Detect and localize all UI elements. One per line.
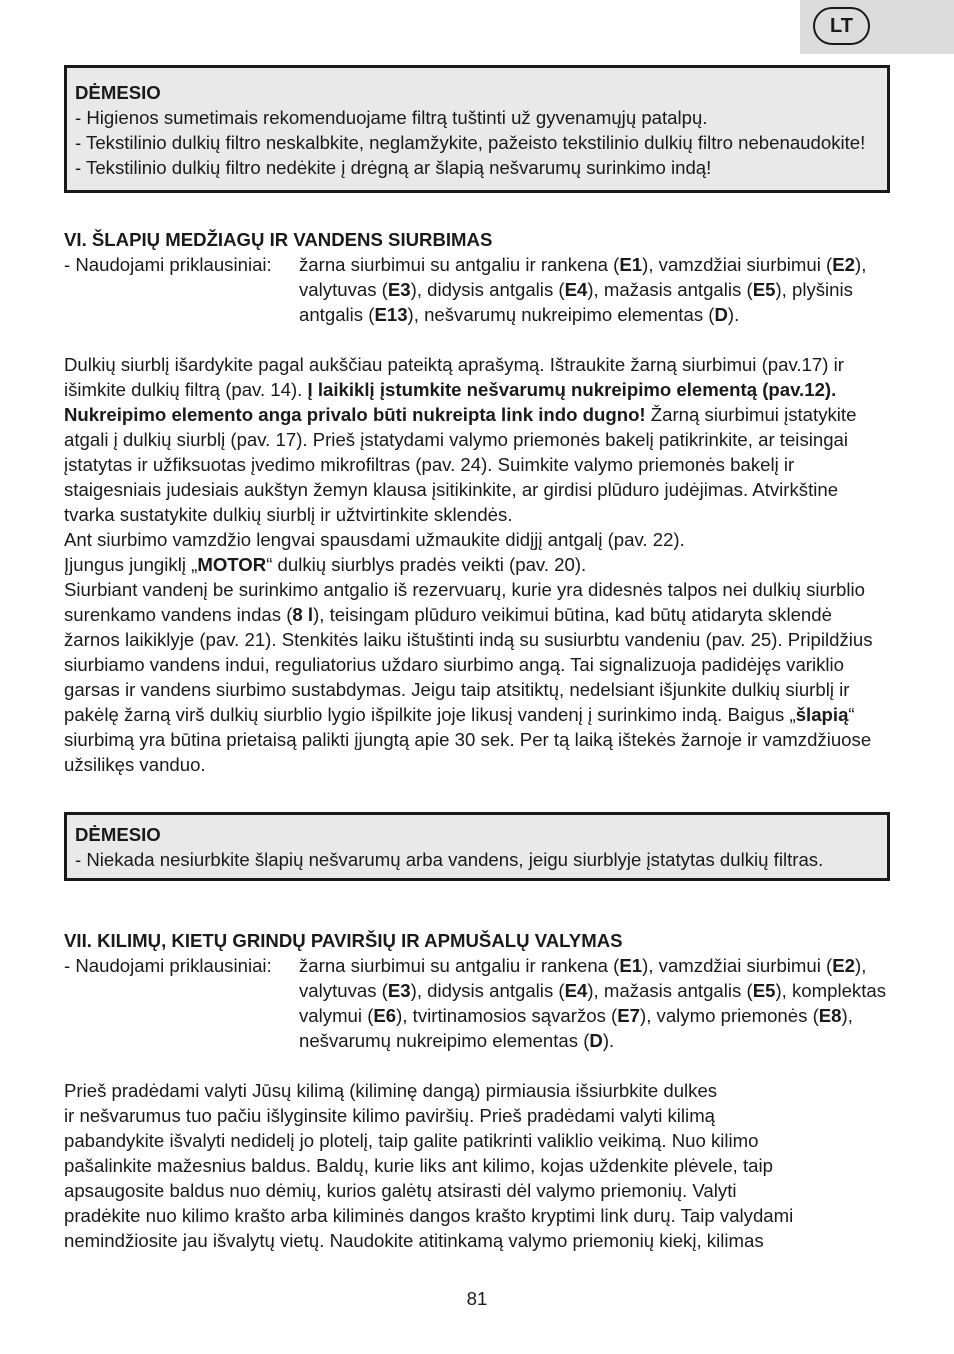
carpet-cleaning-instructions (64, 1078, 894, 1253)
accessories-text: žarna siurbimui su antgaliu ir rankena (E1), vamzdžiai siurbimui (E2), valytuvas (E3), didysis antgalis (E4), mažasis antgalis (E5), plyšinis antgalis (E13), nešvarumų nukreipimo elementas (D). (299, 254, 867, 325)
section-wet-vacuuming (64, 227, 894, 327)
accessories-label: - Naudojami priklausiniai: (64, 254, 272, 275)
notice-item: - Tekstilinio dulkių filtro neskalbkite, neglamžykite, pažeisto tekstilinio dulkių filtro nebenaudokite! (75, 132, 866, 153)
section-title: VII. KILIMŲ, KIETŲ GRINDŲ PAVIRŠIŲ IR APMUŠALŲ VALYMAS (64, 930, 623, 951)
language-tab (800, 0, 954, 54)
accessories-text: žarna siurbimui su antgaliu ir rankena (E1), vamzdžiai siurbimui (E2), valytuvas (E3), didysis antgalis (E4), mažasis antgalis (E5), komplektas valymui (E6), tvirtinamosios sąvaržos (E7), valymo priemonės (E8), nešvarumų nukreipimo elementas (D). (299, 955, 887, 1051)
paragraph: Siurbiant vandenį be surinkimo antgalio iš rezervuarų, kurie yra didesnės talpos nei dulkių siurblio surenkamo vandens indas (8 l), teisingam plūduro veikimui būtina, kad būtų atidaryta sklendė žarnos laikiklyje (pav. 21). Stenkitės laiku ištuštinti indą su susiurbtu vandeniu (pav. 25). Pripildžius siurbiamo vandens indui, reguliatorius uždaro siurbimo angą. Tai signalizuoja padidėjęs variklio garsas ir vandens siurbimo sustabdymas. Jeigu taip atsitiktų, nedelsiant išjunkite dulkių siurblį ir pakėlę žarną virš dulkių siurblio lygio išpilkite joje likusį vandenį į surinkimo indą. Baigus „šlapią“ siurbimą yra būtina prietaisą palikti įjungtą apie 30 sek. Per tą laiką ištekės žarnoje ir vamzdžiuose užsilikęs vanduo. (64, 579, 873, 775)
text-line: Prieš pradėdami valyti Jūsų kilimą (kiliminę dangą) pirmiausia išsiurbkite dulkes (64, 1080, 718, 1101)
language-badge: LT (813, 7, 870, 45)
attention-notice-2 (64, 812, 890, 881)
text-line: pašalinkite mažesnius baldus. Baldų, kurie liks ant kilimo, kojas uždenkite plėvele, taip (64, 1155, 773, 1176)
notice-item: - Niekada nesiurbkite šlapių nešvarumų arba vandens, jeigu siurblyje įstatytas dulkių filtras. (75, 849, 824, 870)
notice-item: - Higienos sumetimais rekomenduojame filtrą tuštinti už gyvenamųjų patalpų. (75, 107, 708, 128)
text-line: apsaugosite baldus nuo dėmių, kurios galėtų atsirasti dėl valymo priemonių. Valyti (64, 1180, 737, 1201)
accessories-list (64, 953, 894, 1053)
notice-item: - Tekstilinio dulkių filtro nedėkite į drėgną ar šlapią nešvarumų surinkimo indą! (75, 157, 712, 178)
notice-title: DĖMESIO (75, 824, 161, 845)
paragraph: Dulkių siurblį išardykite pagal aukščiau pateiktą aprašymą. Ištraukite žarną siurbimui (pav.17) ir išimkite dulkių filtrą (pav. 14). Į laikiklį įstumkite nešvarumų nukreipimo elementą (pav.12). Nukreipimo elemento anga privalo būti nukreipta link indo dugno! Žarną siurbimui įstatykite atgali į dulkių siurblį (pav. 17). Prieš įstatydami valymo priemonės bakelį patikrinkite, ar teisingai įstatytas ir užfiksuotas įvedimo mikrofiltras (pav. 24). Suimkite valymo priemonės bakelį ir staigesniais judesiais aukštyn žemyn klausa įsitikinkite, ar girdisi plūduro judėjimas. Atvirkštine tvarka sustatykite dulkių siurblį ir užtvirtinkite sklendės. (64, 354, 857, 525)
section-carpet-cleaning (64, 928, 894, 1053)
accessories-list (64, 252, 894, 327)
text-line: pabandykite išvalyti nedidelį jo plotelį, taip galite patikrinti valiklio veikimą. Nuo kilimo (64, 1130, 759, 1151)
paragraph: Įjungus jungiklį „MOTOR“ dulkių siurblys pradės veikti (pav. 20). (64, 554, 587, 575)
text-line: ir nešvarumus tuo pačiu išlyginsite kilimo paviršių. Prieš pradėdami valyti kilimą (64, 1105, 716, 1126)
notice-title: DĖMESIO (75, 82, 161, 103)
paragraph: Ant siurbimo vamzdžio lengvai spausdami užmaukite didįjį antgalį (pav. 22). (64, 529, 685, 550)
section-title: VI. ŠLAPIŲ MEDŽIAGŲ IR VANDENS SIURBIMAS (64, 229, 493, 250)
accessories-label: - Naudojami priklausiniai: (64, 955, 272, 976)
text-line: nemindžiosite jau išvalytų vietų. Naudokite atitinkamą valymo priemonių kiekį, kilimas (64, 1230, 764, 1251)
wet-vacuuming-instructions (64, 352, 890, 777)
text-line: pradėkite nuo kilimo krašto arba kiliminės dangos krašto kryptimi link durų. Taip valydami (64, 1205, 794, 1226)
page-number: 81 (466, 1288, 488, 1309)
attention-notice-1 (64, 65, 890, 193)
